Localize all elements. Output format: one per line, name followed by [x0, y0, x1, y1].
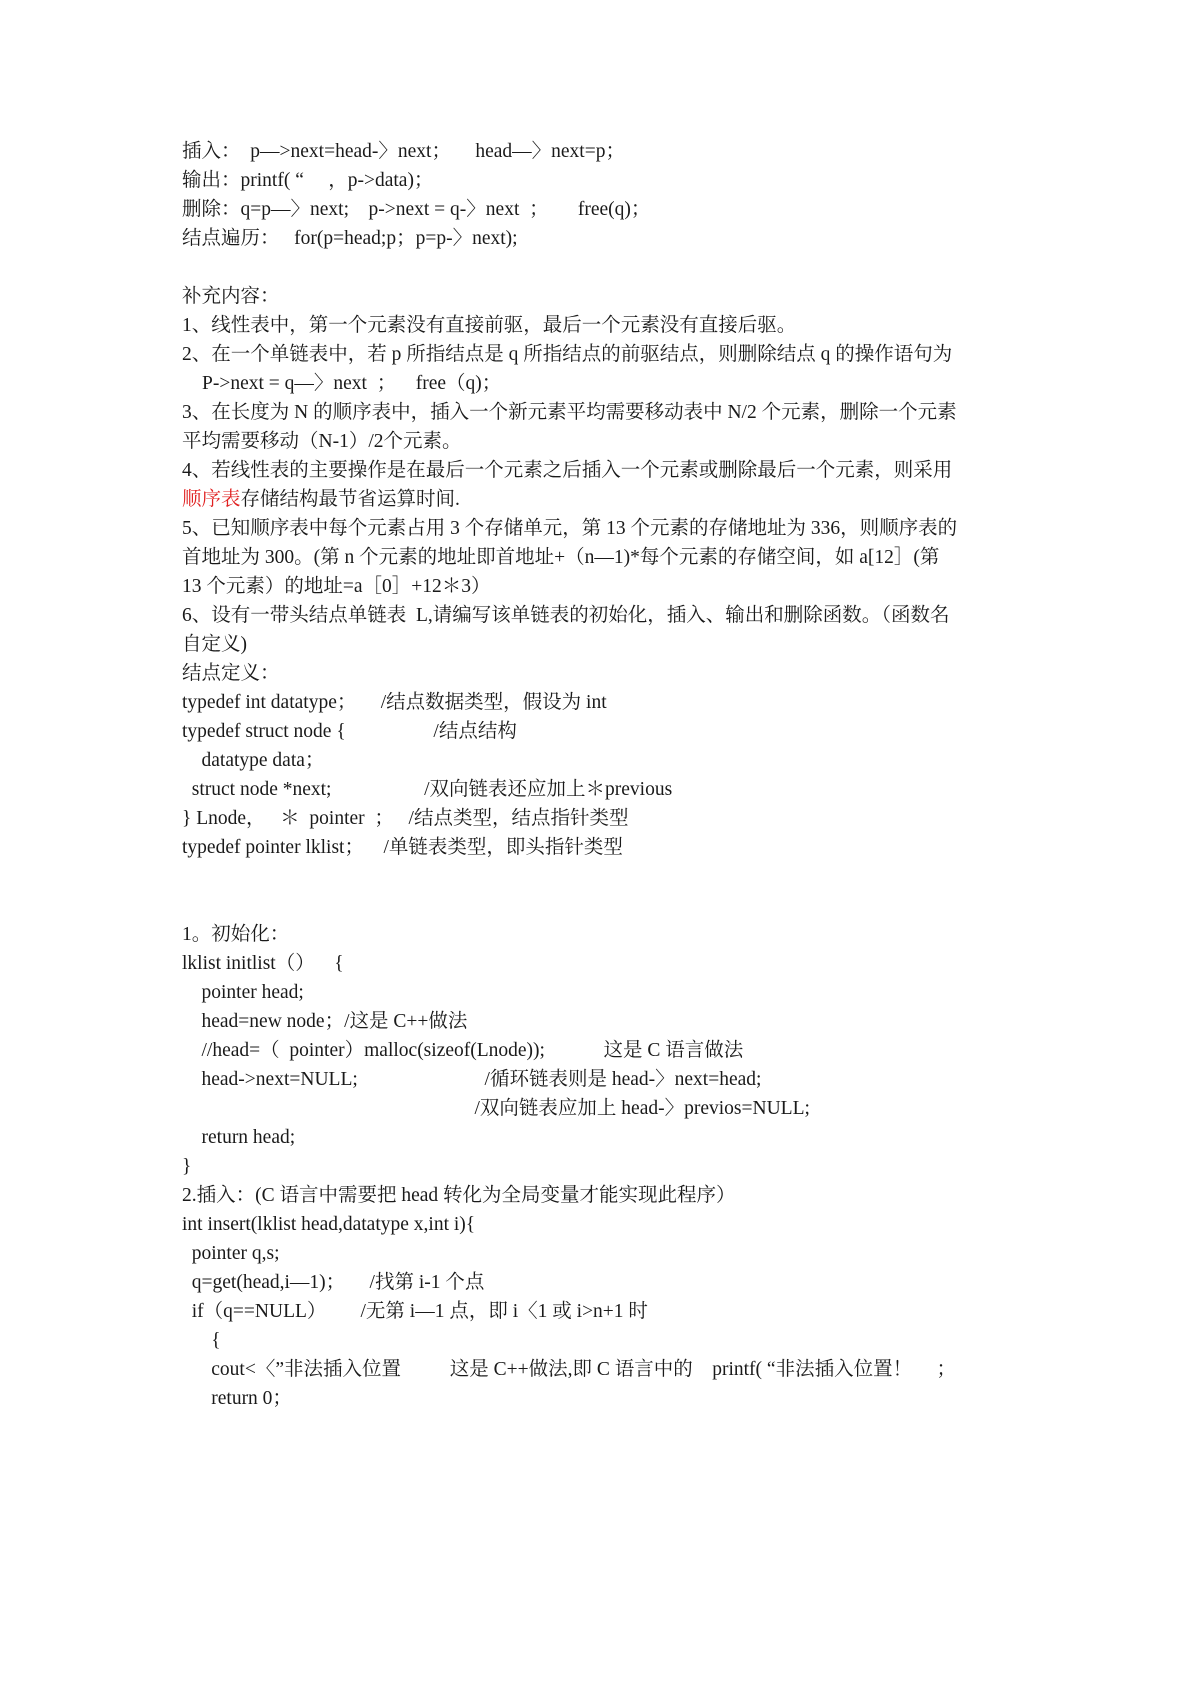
supplement-item-4-rest: 存储结构最节省运算时间.	[240, 489, 460, 510]
insert-fn-line-1: int insert(lklist head,datatype x,int i){	[182, 1214, 476, 1235]
highlight-sequential-list: 顺序表	[182, 489, 241, 510]
supplement-item-5-line-3: 13 个元素）的地址=a［0］+12＊3）	[182, 576, 491, 597]
init-title: 1。初始化：	[182, 924, 290, 945]
insert-fn-title: 2.插入：(C 语言中需要把 head 转化为全局变量才能实现此程序）	[182, 1185, 736, 1206]
output-op-line: 输出：printf( “ ，p->data)；	[182, 170, 434, 191]
supplement-item-2-line-2: P->next = q—〉next ； free（q)；	[202, 373, 502, 394]
supplement-item-4-line-2	[182, 487, 460, 513]
supplement-item-3-line-2: 平均需要移动（N-1）/2个元素。	[182, 431, 462, 452]
insert-fn-line-6: cout<〈”非法插入位置 这是 C++做法,即 C 语言中的 printf( “非法插入位置！ ；	[182, 1359, 956, 1380]
supplement-title: 补充内容：	[182, 286, 280, 307]
node-def-line-3: datatype data；	[182, 750, 325, 771]
supplement-item-1: 1、线性表中，第一个元素没有直接前驱，最后一个元素没有直接后驱。	[182, 315, 797, 336]
init-code-line-8: }	[182, 1156, 192, 1177]
insert-fn-line-7: return 0；	[182, 1388, 292, 1409]
init-code-line-3: head=new node；/这是 C++做法	[182, 1011, 468, 1032]
supplement-item-6-line-2: 自定义)	[182, 634, 247, 655]
supplement-item-5-line-1: 5、已知顺序表中每个元素占用 3 个存储单元，第 13 个元素的存储地址为 336，则顺序表的	[182, 518, 958, 539]
node-def-title: 结点定义：	[182, 663, 280, 684]
insert-fn-line-2: pointer q,s;	[182, 1243, 280, 1264]
node-def-line-6: typedef pointer lklist； /单链表类型，即头指针类型	[182, 837, 623, 858]
insert-op-line: 插入： p—>next=head-〉next； head—〉next=p；	[182, 141, 625, 162]
supplement-item-5-line-2: 首地址为 300。(第 n 个元素的地址即首地址+（n—1)*每个元素的存储空间，如 a[12］(第	[182, 547, 940, 568]
supplement-item-2-line-1: 2、在一个单链表中，若 p 所指结点是 q 所指结点的前驱结点，则删除结点 q 的操作语句为	[182, 344, 953, 365]
init-code-line-7: return head;	[182, 1127, 296, 1148]
insert-fn-line-3: q=get(head,i—1)； /找第 i-1 个点	[182, 1272, 485, 1293]
traverse-op-line: 结点遍历： for(p=head;p；p=p-〉next);	[182, 228, 518, 249]
init-code-line-5: head->next=NULL; /循环链表则是 head-〉next=head;	[182, 1069, 762, 1090]
insert-fn-line-5: {	[182, 1330, 221, 1351]
node-def-line-4: struct node *next; /双向链表还应加上＊previous	[182, 779, 673, 800]
init-code-line-6: /双向链表应加上 head-〉previos=NULL;	[182, 1098, 810, 1119]
node-def-line-5: } Lnode， ＊ pointer ； /结点类型，结点指针类型	[182, 808, 629, 829]
init-code-line-2: pointer head;	[182, 982, 304, 1003]
init-code-line-4: //head=（ pointer）malloc(sizeof(Lnode)); 这是 C 语言做法	[182, 1040, 744, 1061]
supplement-item-4-line-1: 4、若线性表的主要操作是在最后一个元素之后插入一个元素或删除最后一个元素，则采用	[182, 460, 953, 481]
init-code-line-1: lklist initlist（） {	[182, 953, 344, 974]
insert-fn-line-4: if（q==NULL） /无第 i—1 点，即 i〈1 或 i>n+1 时	[182, 1301, 648, 1322]
node-def-line-2: typedef struct node { /结点结构	[182, 721, 517, 742]
supplement-item-6-line-1: 6、设有一带头结点单链表 L,请编写该单链表的初始化，插入、输出和删除函数。（函数名	[182, 605, 950, 626]
node-def-line-1: typedef int datatype； /结点数据类型，假设为 int	[182, 692, 607, 713]
supplement-item-3-line-1: 3、在长度为 N 的顺序表中，插入一个新元素平均需要移动表中 N/2 个元素，删除一个元素	[182, 402, 957, 423]
delete-op-line: 删除：q=p—〉next; p->next = q-〉next ； free(q)；	[182, 199, 651, 220]
